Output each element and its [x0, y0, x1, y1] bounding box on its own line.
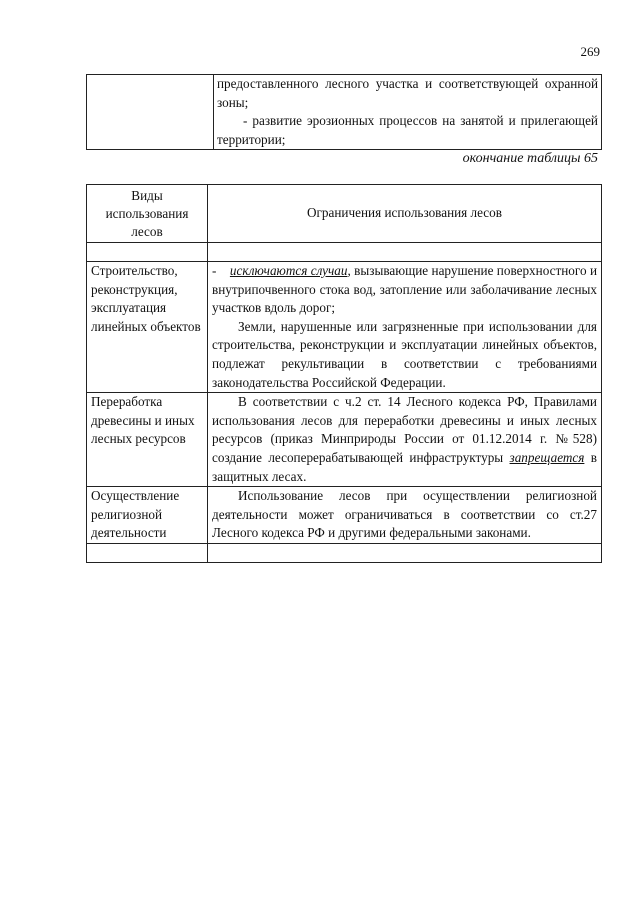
- empty-cell: [87, 243, 208, 262]
- header-col-usage-type: Виды использования лесов: [87, 185, 208, 243]
- emphasized-text: запрещается: [509, 449, 585, 465]
- restrictions-cell: [208, 487, 602, 544]
- restriction-paragraph: [212, 393, 597, 486]
- top-table-line-2: - развитие эрозионных процессов на занятой и прилегающей территории;: [217, 113, 598, 147]
- dash-prefix: -: [212, 263, 217, 278]
- top-table-right-cell: [214, 75, 602, 150]
- restriction-paragraph: Использование лесов при осуществлении религиозной деятельности может ограничиваться в соответствии со ст.27 Лесного кодекса РФ и другими федеральными законами.: [212, 488, 597, 541]
- paragraph-text: , вызывающие нарушение поверхностного и внутрипочвенного стока вод, затопление или заболачивание лесных участков вдоль дорог;: [212, 263, 597, 316]
- emphasized-text: исключаются случаи: [229, 263, 348, 278]
- empty-cell: [87, 543, 208, 562]
- table-row-empty: [87, 543, 602, 562]
- usage-type-cell: Переработка древесины и иных лесных ресурсов: [87, 393, 208, 487]
- main-table: [86, 184, 602, 563]
- header-col-restrictions: Ограничения использования лесов: [208, 185, 602, 243]
- top-table-left-cell: [87, 75, 214, 150]
- restriction-paragraph: Земли, нарушенные или загрязненные при использовании для строительства, реконструкции и эксплуатации линейных объектов, подлежат рекультивации в соответствии с требованиями законодательства Российской Федерации.: [212, 318, 597, 390]
- table-row-empty: [87, 243, 602, 262]
- top-table-line-1: предоставленного лесного участка и соответствующей охранной зоны;: [217, 76, 598, 110]
- table-caption: окончание таблицы 65: [462, 151, 598, 166]
- restrictions-cell: [208, 262, 602, 393]
- table-header-row: [87, 185, 602, 243]
- continued-table-fragment: [86, 74, 602, 150]
- paragraph-text: в защитных лесах.: [212, 449, 597, 484]
- table-row: [87, 262, 602, 393]
- empty-cell: [208, 243, 602, 262]
- restrictions-cell: [208, 393, 602, 487]
- table-row: [87, 487, 602, 544]
- empty-cell: [208, 543, 602, 562]
- usage-type-cell: Осуществление религиозной деятельности: [87, 487, 208, 544]
- restriction-paragraph: [212, 262, 597, 318]
- paragraph-text: В соответствии с ч.2 ст. 14 Лесного кодекса РФ, Правилами использования лесов для переработки древесины и иных лесных ресурсов (приказ Минприроды России от 01.12.2014 г. №528) создание лесоперерабатывающей инфраструктуры: [212, 394, 597, 465]
- table-row: [87, 393, 602, 487]
- usage-type-cell: Строительство, реконструкция, эксплуатация линейных объектов: [87, 262, 208, 393]
- page-number: 269: [580, 44, 600, 59]
